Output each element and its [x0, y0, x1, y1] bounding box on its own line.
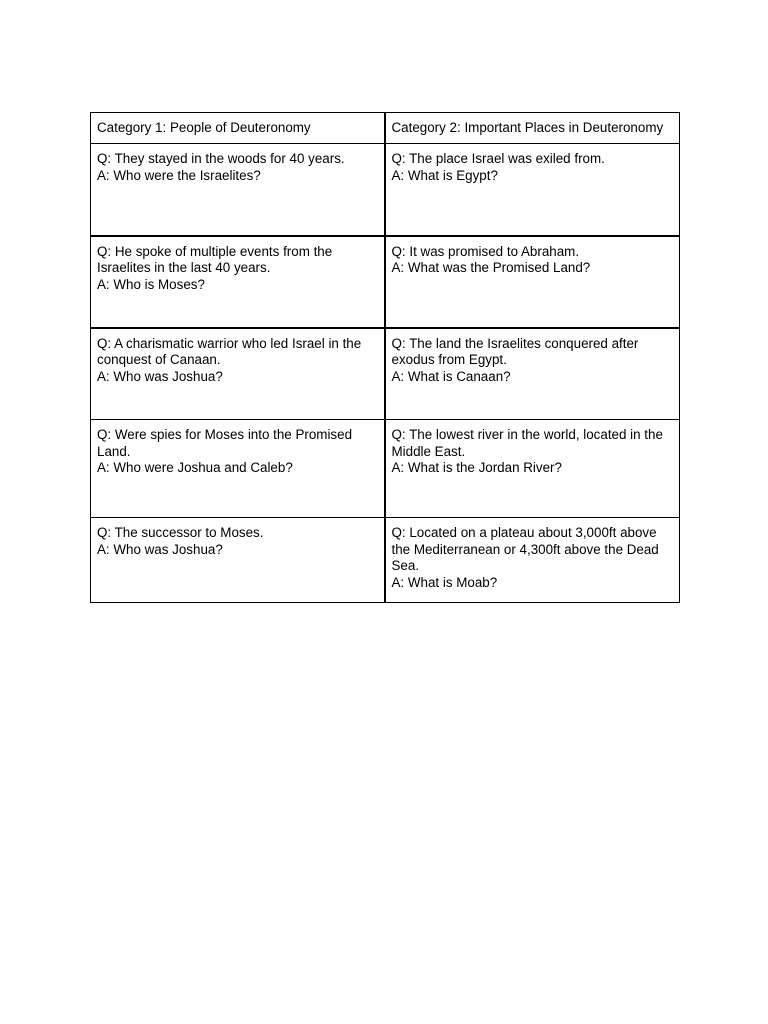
answer-text: A: What is Egypt? — [391, 167, 498, 183]
people-cell — [91, 518, 385, 603]
table-row — [91, 236, 680, 328]
answer-text: A: Who was Joshua? — [97, 541, 223, 557]
answer-text: A: Who were Joshua and Caleb? — [97, 460, 293, 475]
answer-text: A: Who were the Israelites? — [97, 167, 261, 183]
places-cell — [385, 236, 680, 328]
people-cell — [91, 328, 385, 420]
places-cell — [385, 328, 680, 420]
answer-text: A: What is Moab? — [391, 574, 498, 590]
question-text: Q: The place Israel was exiled from. — [391, 151, 605, 166]
answer-text: A: Who was Joshua? — [97, 368, 223, 384]
category-2-header: Category 2: Important Places in Deuteronomy — [385, 113, 680, 144]
category-1-header: Category 1: People of Deuteronomy — [91, 113, 385, 144]
people-cell — [91, 144, 385, 236]
people-cell — [91, 236, 385, 328]
answer-text: A: What was the Promised Land? — [391, 260, 591, 275]
question-text: Q: A charismatic warrior who led Israel in the conquest of Canaan. — [97, 335, 362, 367]
table-row — [91, 518, 680, 603]
places-cell — [385, 144, 680, 236]
people-cell — [91, 420, 385, 518]
places-cell — [385, 518, 680, 603]
table-header-row — [91, 113, 680, 144]
table-row — [91, 144, 680, 236]
question-text: Q: The successor to Moses. — [97, 525, 264, 540]
table-row — [91, 420, 680, 518]
answer-text: A: Who is Moses? — [97, 276, 205, 292]
question-text: Q: It was promised to Abraham. — [391, 243, 580, 259]
question-text: Q: Located on a plateau about 3,000ft above the Mediterranean or 4,300ft above the Dead Sea. — [391, 525, 659, 573]
table-row — [91, 328, 680, 420]
answer-text: A: What is Canaan? — [391, 368, 511, 384]
question-text: Q: Were spies for Moses into the Promised Land. — [97, 427, 353, 459]
question-text: Q: They stayed in the woods for 40 years. — [97, 151, 345, 166]
question-text: Q: The land the Israelites conquered after exodus from Egypt. — [391, 335, 639, 367]
trivia-table — [90, 112, 680, 603]
question-text: Q: The lowest river in the world, located in the Middle East. — [391, 427, 663, 459]
question-text: Q: He spoke of multiple events from the Israelites in the last 40 years. — [97, 243, 333, 275]
places-cell — [385, 420, 680, 518]
answer-text: A: What is the Jordan River? — [391, 460, 562, 475]
